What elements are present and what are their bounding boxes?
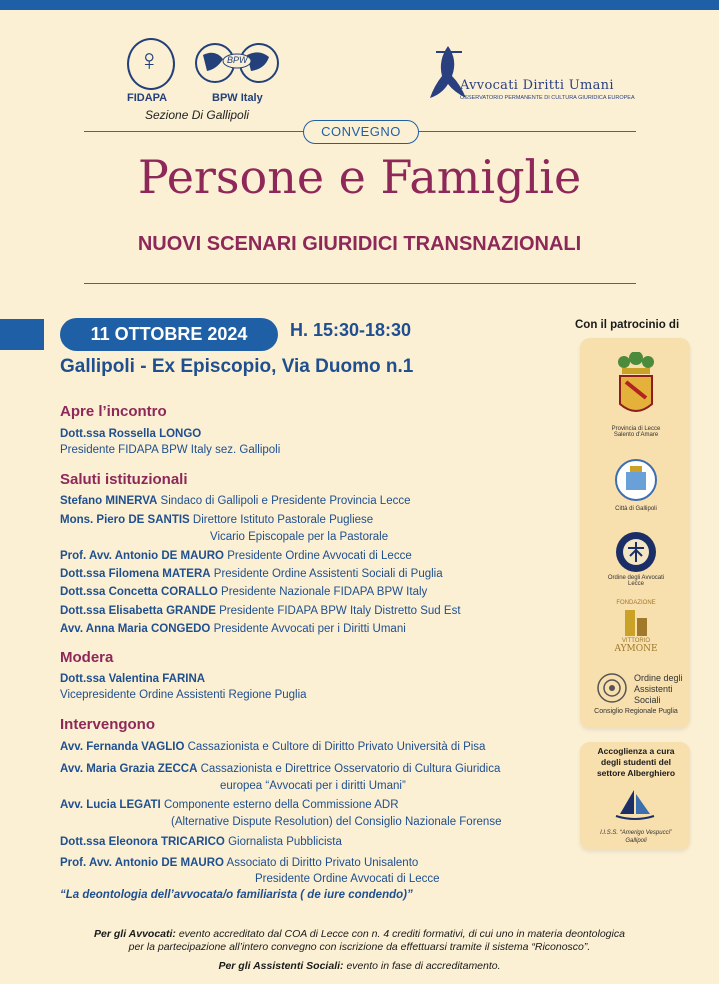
list-item: Avv. Fernanda VAGLIO Cassazionista e Cultore di Diritto Privato Università di Pisa (60, 741, 486, 753)
section-heading-saluti: Saluti istituzionali (60, 471, 188, 488)
page-subtitle: NUOVI SCENARI GIURIDICI TRANSNAZIONALI (137, 233, 582, 255)
list-item: Prof. Avv. Antonio DE MAURO Presidente Ordine Avvocati di Lecce (60, 550, 412, 562)
fidapa-figure-icon: ♀ (138, 44, 161, 77)
list-item: Mons. Piero DE SANTIS Direttore Istituto Pastorale Pugliese (60, 514, 374, 526)
sezione-label: Sezione Di Gallipoli (145, 108, 250, 122)
list-item-continuation: Presidente Ordine Avvocati di Lecce (255, 873, 440, 885)
citta-crest-icon (614, 458, 658, 502)
page-title: Persone e Famiglie (137, 150, 582, 204)
school-label: I.I.S.S. “Amerigo Vespucci” (600, 830, 672, 836)
fidapa-label: FIDAPA (127, 92, 168, 104)
sailboat-icon (612, 788, 658, 824)
section-heading-apre: Apre l’incontro (60, 403, 167, 420)
date-band (0, 319, 44, 350)
list-item: Avv. Lucia LEGATI Componente esterno della Commissione ADR (60, 799, 399, 811)
list-item: Dott.ssa Elisabetta GRANDE Presidente FIDAPA BPW Italy Distretto Sud Est (60, 605, 461, 617)
modera-name: Dott.ssa Valentina FARINA (60, 673, 206, 685)
list-item: Prof. Avv. Antonio DE MAURO Associato di Diritto Privato Unisalento (60, 857, 419, 869)
top-bar (0, 0, 719, 10)
footer-line-1: Per gli Avvocati: evento accreditato dal COA di Lecce con n. 4 crediti formativi, di cui uno in materia deontologica (94, 928, 625, 940)
accoglienza-text: Accoglienza a cura degli studenti del settore Alberghiero (596, 746, 676, 778)
rule-top-left (84, 131, 304, 132)
footer-line-3: Per gli Assistenti Sociali: evento in fase di accreditamento. (218, 960, 501, 972)
school-city: Gallipoli (625, 838, 647, 844)
aymone-logo-icon (621, 608, 651, 638)
adu-subtitle: OSSERVATORIO PERMANENTE DI CULTURA GIURIDICA EUROPEA (460, 95, 635, 101)
list-item-continuation: (Alternative Dispute Resolution) del Consiglio Nazionale Forense (171, 816, 502, 828)
list-item: Dott.ssa Eleonora TRICARICO Giornalista Pubblicista (60, 836, 342, 848)
assistenti-label: Ordine degli Assistenti Sociali (634, 673, 683, 705)
patrocinio-title: Con il patrocinio di (575, 319, 680, 331)
bpw-label: BPW Italy (212, 92, 263, 104)
adu-name: Avvocati Diritti Umani (460, 78, 614, 93)
apre-name: Dott.ssa Rossella LONGO (60, 428, 202, 440)
talk-title: “La deontologia dell’avvocata/o familiarista ( de iure condendo)” (60, 889, 413, 901)
event-time: H. 15:30-18:30 (290, 320, 412, 340)
event-place: Gallipoli - Ex Episcopio, Via Duomo n.1 (60, 356, 414, 377)
section-heading-modera: Modera (60, 649, 114, 666)
modera-role: Vicepresidente Ordine Assistenti Regione Puglia (60, 689, 307, 701)
list-item-continuation: Vicario Episcopale per la Pastorale (210, 531, 389, 543)
provincia-crest-icon (612, 352, 660, 424)
list-item: Dott.ssa Filomena MATERA Presidente Ordine Assistenti Sociali di Puglia (60, 568, 443, 580)
consiglio-label: Consiglio Regionale Puglia (594, 708, 678, 715)
footer-line-2: per la partecipazione all’intero convegno con iscrizione da effettuarsi tramite il sistema “Riconosco”. (128, 941, 591, 953)
aymone-top: FONDAZIONE (616, 600, 656, 606)
list-item: Dott.ssa Concetta CORALLO Presidente Nazionale FIDAPA BPW Italy (60, 586, 428, 598)
citta-label: Città di Gallipoli (615, 506, 657, 512)
list-item: Avv. Maria Grazia ZECCA Cassazionista e Direttrice Osservatorio di Cultura Giuridica (60, 763, 501, 775)
rule-bottom (84, 283, 636, 284)
aymone-label: AYMONE (614, 644, 658, 654)
aymone-sub: VITTORIO (621, 638, 651, 644)
assistenti-sociali-logo-icon (596, 672, 628, 704)
section-heading-intervengono: Intervengono (60, 716, 156, 733)
list-item-continuation: europea “Avvocati per i diritti Umani” (220, 780, 406, 792)
rule-top-right (416, 131, 636, 132)
ordine-avvocati-seal-icon (614, 530, 658, 574)
date-badge: 11 OTTOBRE 2024 (60, 318, 278, 351)
list-item: Stefano MINERVA Sindaco di Gallipoli e Presidente Provincia Lecce (60, 495, 411, 507)
list-item: Avv. Anna Maria CONGEDO Presidente Avvocati per i Diritti Umani (60, 623, 406, 635)
bpw-logo-text: BPW (227, 55, 248, 65)
ordine-avvocati-label: Ordine degli Avvocati Lecce (607, 575, 665, 587)
apre-role: Presidente FIDAPA BPW Italy sez. Gallipoli (60, 444, 281, 456)
convegno-badge: CONVEGNO (303, 120, 419, 144)
provincia-label: Provincia di Lecce Salento d’Amare (611, 426, 661, 438)
